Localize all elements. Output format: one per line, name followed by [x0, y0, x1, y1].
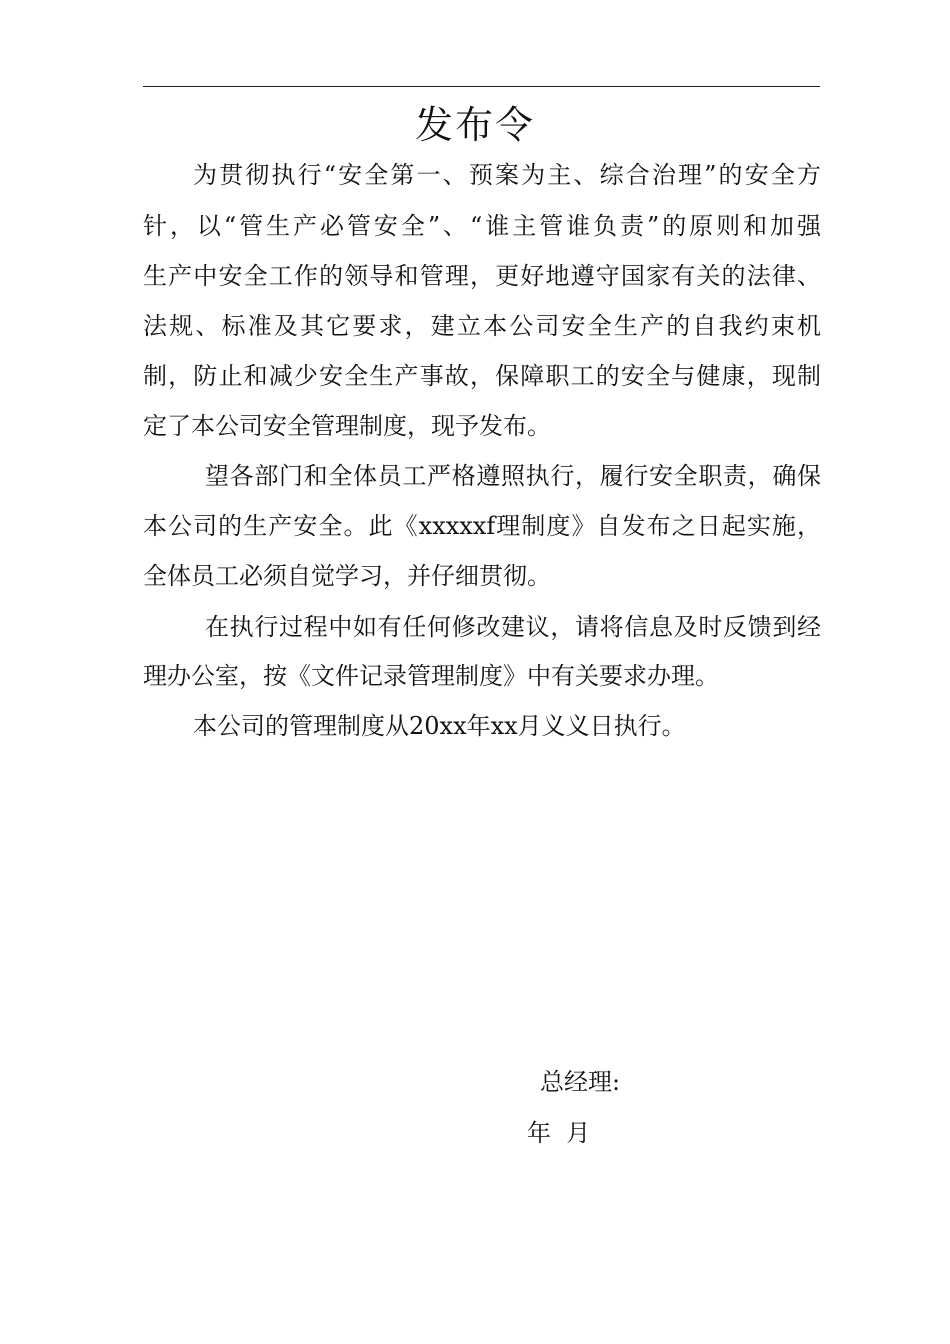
- header-rule: [143, 86, 820, 87]
- document-title: 发布令: [414, 103, 535, 147]
- paragraph-1-line-2: 针，以“管生产必管安全”、“谁主管谁负责”的原则和加强: [143, 212, 821, 240]
- paragraph-2-line-3: 全体员工必须自觉学习，并仔细贯彻。: [143, 562, 551, 590]
- paragraph-1-line-3: 生产中安全工作的领导和管理，更好地遵守国家有关的法律、: [143, 262, 821, 290]
- paragraph-1-line-6: 定了本公司安全管理制度，现予发布。: [143, 412, 551, 440]
- paragraph-4-line-1: 本公司的管理制度从20xx年xx月义义日执行。: [193, 712, 686, 740]
- signature-role: 总经理:: [540, 1068, 621, 1096]
- paragraph-1-line-4: 法规、标准及其它要求，建立本公司安全生产的自我约束机: [143, 312, 821, 340]
- paragraph-3-line-1: 在执行过程中如有任何修改建议，请将信息及时反馈到经: [205, 613, 821, 641]
- paragraph-1-line-5: 制，防止和减少安全生产事故，保障职工的安全与健康，现制: [143, 362, 821, 390]
- signature-date: 年 月: [527, 1119, 591, 1147]
- paragraph-3-line-2: 理办公室，按《文件记录管理制度》中有关要求办理。: [143, 662, 719, 690]
- paragraph-1-line-1: 为贯彻执行“安全第一、预案为主、综合治理”的安全方: [193, 161, 821, 189]
- paragraph-2-line-1: 望各部门和全体员工严格遵照执行，履行安全职责，确保: [205, 462, 821, 490]
- paragraph-2-line-2: 本公司的生产安全。此《xxxxxf理制度》自发布之日起实施，: [143, 512, 821, 540]
